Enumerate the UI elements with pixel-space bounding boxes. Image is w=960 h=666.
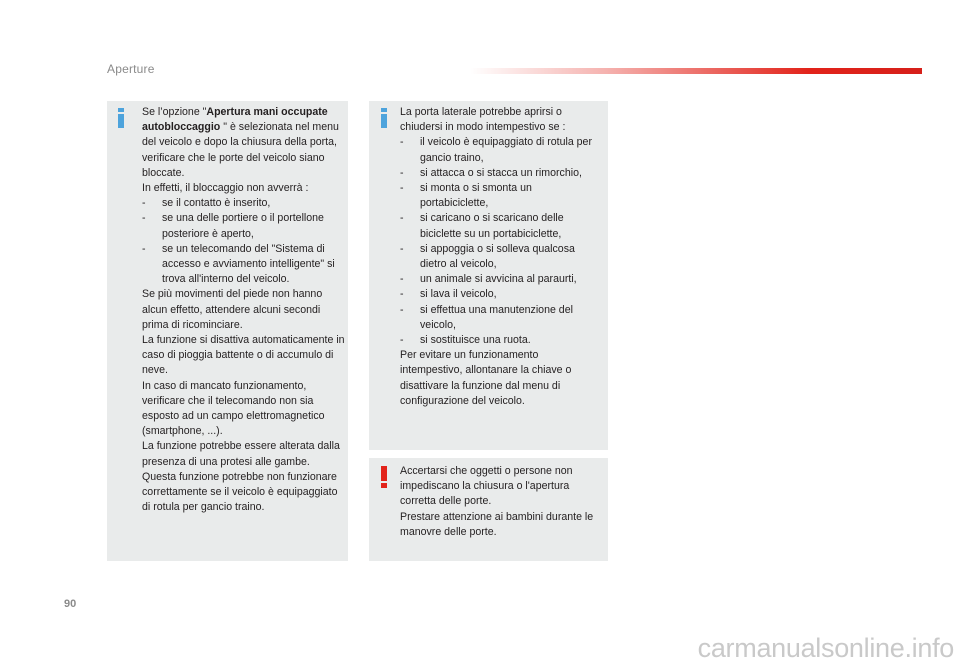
left-para6: La funzione potrebbe essere alterata dalla presenza di una protesi alle gambe. <box>142 440 340 468</box>
list-item: - se una delle portiere o il portellone posteriore è aperto, <box>142 211 345 241</box>
left-para7: Questa funzione potrebbe non funzionare correttamente se il veicolo è equipaggiato di rotula per gancio traino. <box>142 470 338 514</box>
page-number: 90 <box>64 598 77 610</box>
right-outro: Per evitare un funzionamento intempestivo, allontanare la chiave o disattivare la funzione dal menu di configurazione del veicolo. <box>400 349 572 407</box>
watermark: carmanualsonline.info <box>697 633 954 663</box>
list-item: - si caricano o si scaricano delle biciclette su un portabiciclette, <box>400 211 602 241</box>
left-para5: In caso di mancato funzionamento, verificare che il telecomando non sia esposto ad un campo elettromagnetico (smartphone, ...). <box>142 379 325 438</box>
list-item: - si attacca o si stacca un rimorchio, <box>400 166 602 181</box>
list-item: - si effettua una manutenzione del veicolo, <box>400 303 602 333</box>
list-item: - si lava il veicolo, <box>400 287 602 302</box>
info-note-right-text <box>400 105 602 409</box>
warning-line2: Prestare attenzione ai bambini durante le manovre delle porte. <box>400 510 594 538</box>
info-icon <box>118 108 124 128</box>
info-note-left-text <box>142 105 345 515</box>
warning-icon <box>381 466 387 488</box>
warning-note-text <box>400 464 602 540</box>
warning-line1: Accertarsi che oggetti o persone non impediscano la chiusura o l'apertura corretta delle porte. <box>400 465 573 508</box>
right-intro: La porta laterale potrebbe aprirsi o chiudersi in modo intempestivo se : <box>400 106 566 134</box>
section-title: Aperture <box>107 62 155 76</box>
header-accent-bar <box>470 68 922 74</box>
left-para3: Se più movimenti del piede non hanno alcun effetto, attendere alcuni secondi prima di ricominciare. <box>142 288 323 331</box>
list-item: - il veicolo è equipaggiato di rotula per gancio traino, <box>400 135 602 165</box>
left-intro: Se l’opzione "Apertura mani occupate autobloccaggio " è selezionata nel menu del veicolo e dopo la chiusura della porta, verificare che le porte del veicolo siano bloccate. <box>142 106 339 179</box>
option-name: Apertura mani occupate autobloccaggio <box>142 106 328 134</box>
left-para4: La funzione si disattiva automaticamente in caso di pioggia battente o di accumulo di neve. <box>142 334 345 377</box>
list-item: - un animale si avvicina al paraurti, <box>400 272 602 287</box>
list-item: - si monta o si smonta un portabiciclette, <box>400 181 602 211</box>
left-line2: In effetti, il bloccaggio non avverrà : <box>142 182 309 195</box>
list-item: - si appoggia o si solleva qualcosa dietro al veicolo, <box>400 242 602 272</box>
list-item: - se il contatto è inserito, <box>142 196 345 211</box>
info-icon <box>381 108 387 128</box>
list-item: - se un telecomando del "Sistema di accesso e avviamento intelligente" si trova all'interno del veicolo. <box>142 242 345 288</box>
list-item: - si sostituisce una ruota. <box>400 333 602 348</box>
